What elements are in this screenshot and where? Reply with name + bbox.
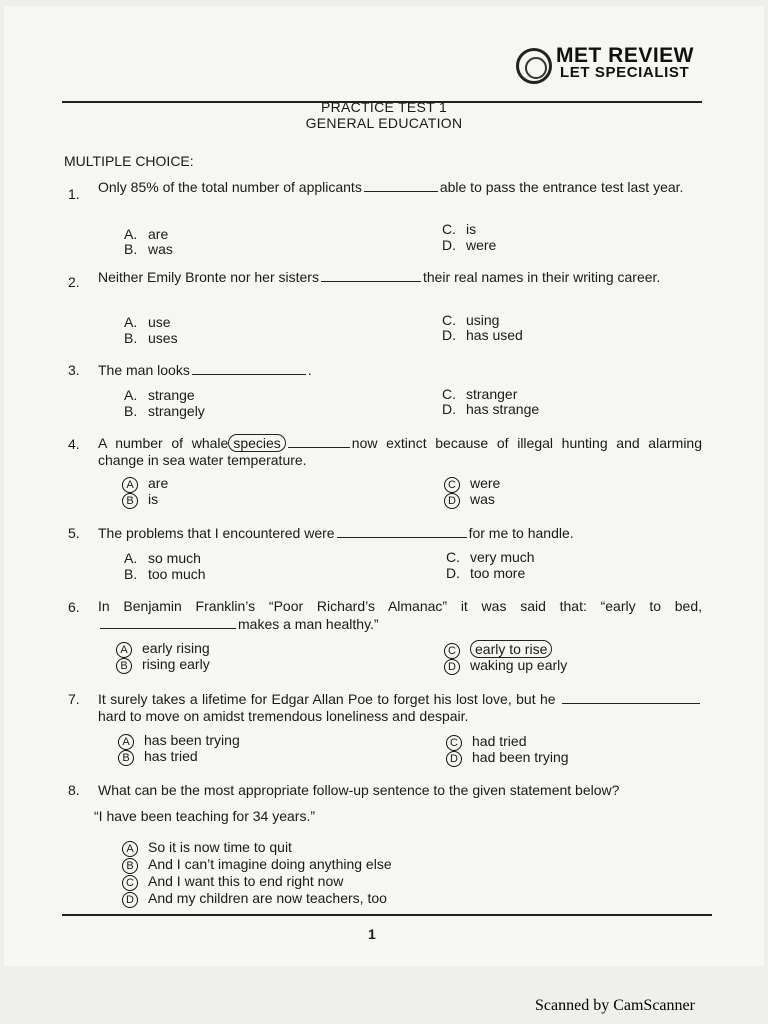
question-number: 7. [68,691,80,707]
option-d[interactable]: D waking up early [446,657,567,675]
option-a[interactable]: A has been trying [120,732,240,750]
option-c[interactable]: C early to rise [446,641,552,659]
question-text: What can be the most appropriate follow-up sentence to the given statement below? [98,782,620,798]
answer-blank [364,178,438,192]
option-a[interactable]: A. are [124,226,169,242]
section-label: MULTIPLE CHOICE: [64,153,194,169]
question-number: 8. [68,782,80,798]
option-c[interactable]: C had tried [448,733,526,751]
question-text: now extinct because of illegal hunting and alarming change in sea water temperature. [98,435,702,468]
answer-blank [337,524,467,538]
option-c[interactable]: C. is [442,221,477,237]
option-c[interactable]: C. stranger [442,386,518,402]
answer-blank [562,690,700,704]
logo-line-2: LET SPECIALIST [560,64,690,81]
question-text: Neither Emily Bronte nor her sisters [98,269,319,285]
option-d[interactable]: D. were [442,237,497,253]
option-b[interactable]: B. strangely [124,403,205,419]
option-d[interactable]: D And my children are now teachers, too [124,890,387,908]
option-d[interactable]: D. has used [442,327,523,343]
option-b[interactable]: B rising early [118,656,210,674]
question-number: 2. [68,274,80,290]
option-b[interactable]: B. uses [124,330,178,346]
option-b[interactable]: B has tried [120,748,198,766]
option-b[interactable]: B. was [124,241,173,257]
question-text: The problems that I encountered were [98,525,335,541]
option-a[interactable]: A early rising [118,640,210,658]
option-a[interactable]: A. use [124,314,171,330]
question-number: 4. [68,436,80,452]
question-text: their real names in their writing career. [422,269,661,285]
question-text: makes a man healthy.” [238,615,379,632]
option-a[interactable]: A. strange [124,387,195,403]
option-c[interactable]: C were [446,475,500,493]
option-a[interactable]: A are [124,475,168,493]
question-text: hard to move on amidst tremendous loneliness and despair. [98,707,469,724]
circled-word: species [228,434,285,452]
question-number: 6. [68,599,80,615]
page-title: PRACTICE TEST 1 [320,99,448,115]
option-d[interactable]: D. too more [446,565,526,581]
question-text: for me to handle. [468,525,574,541]
scanner-credit: Scanned by CamScanner [535,997,695,1014]
question-text: . [307,362,312,378]
option-d[interactable]: D had been trying [448,749,569,767]
option-d[interactable]: D. has strange [442,401,540,417]
page-number: 1 [368,926,376,942]
page-subtitle: GENERAL EDUCATION [305,115,463,131]
question-number: 5. [68,525,80,541]
option-c[interactable]: C. using [442,312,500,328]
option-a[interactable]: A. so much [124,550,201,566]
option-b[interactable]: B is [124,491,158,509]
answer-blank [288,434,350,448]
option-c[interactable]: C And I want this to end right now [124,873,343,891]
question-number: 3. [68,362,80,378]
question-number: 1. [68,186,80,202]
footer-rule [62,914,712,916]
answer-blank [100,615,236,629]
answer-blank [321,268,421,282]
quoted-statement: “I have been teaching for 34 years.” [94,808,316,824]
option-c[interactable]: C. very much [446,549,535,565]
question-text: able to pass the entrance test last year. [439,179,684,195]
option-b[interactable]: B. too much [124,566,206,582]
seal-icon [516,48,552,84]
met-review-logo [516,44,706,88]
option-b[interactable]: B And I can’t imagine doing anything else [124,856,392,874]
logo-line-1: MET REVIEW [556,44,695,67]
question-text: Only 85% of the total number of applicants [98,179,362,195]
answer-blank [192,361,306,375]
question-text: In Benjamin Franklin’s “Poor Richard’s Almanac” it was said that: “early to bed, [98,598,702,614]
question-text: A number of whale [98,435,229,451]
option-a[interactable]: A So it is now time to quit [124,839,292,857]
question-text: It surely takes a lifetime for Edgar Allan Poe to forget his lost love, but he [98,691,556,707]
option-d[interactable]: D was [446,491,495,509]
question-text: The man looks [98,362,190,378]
